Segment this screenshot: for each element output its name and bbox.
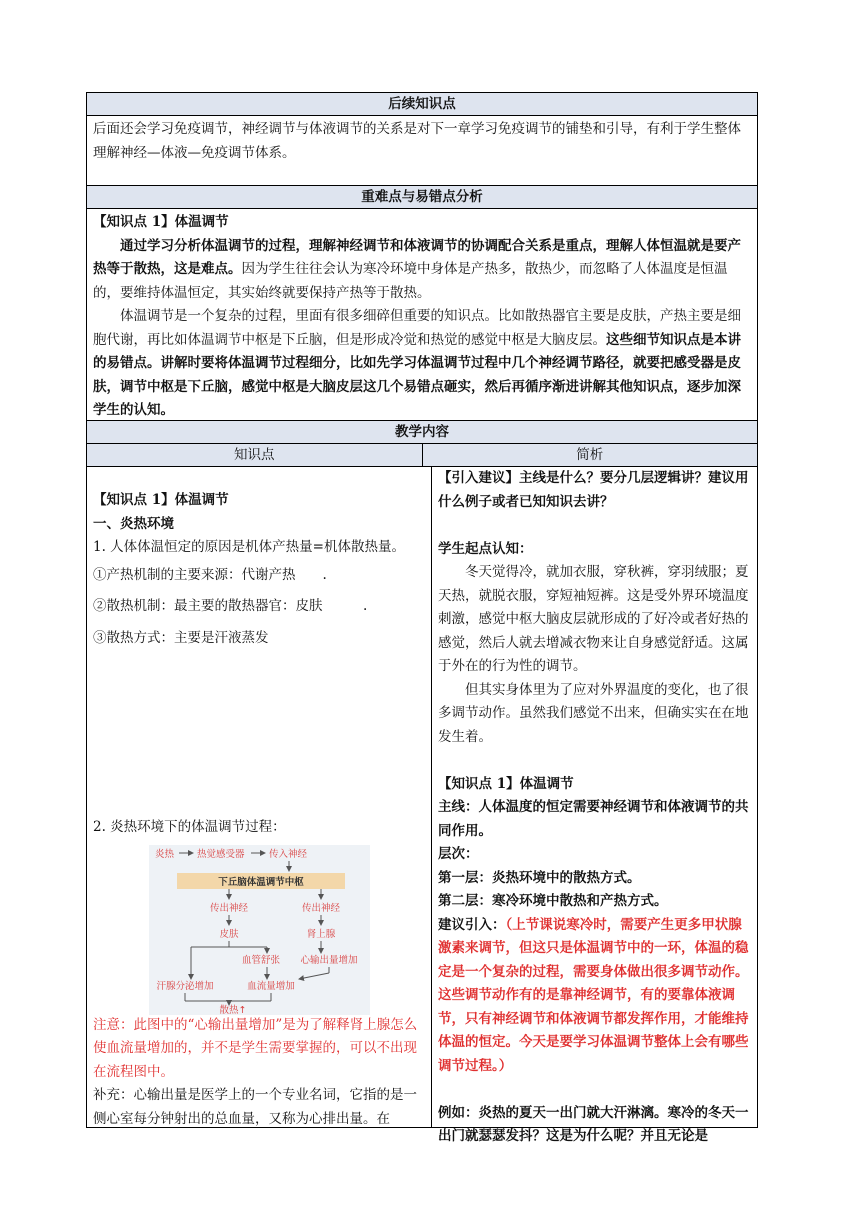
flow-node-receptor: 热觉感受器 — [197, 849, 245, 860]
right-start-label: 学生起点认知： — [438, 540, 533, 557]
thermoregulation-flowchart — [149, 845, 370, 1015]
flow-node-efferent-2: 传出神经 — [301, 903, 341, 914]
left-line-5: 2. 炎热环境下的体温调节过程： — [93, 819, 286, 835]
right-levels: 层次： — [438, 846, 479, 862]
left-line-4: ③散热方式：主要是汗液蒸发 — [93, 629, 269, 646]
right-example: 例如：炎热的夏天一出门就大汗淋漓。寒冷的冬天一出门就瑟瑟发抖？这是为什么呢？并且无论是 — [438, 1104, 749, 1144]
followup-text: 后面还会学习免疫调节，神经调节与体液调节的关系是对下一章学习免疫调节的铺垫和引导，有利于学生整体理解神经—体液—免疫调节体系。 — [93, 121, 741, 161]
teaching-col-headers — [87, 444, 757, 467]
difficulty-kp: 【知识点 1】体温调节 — [93, 214, 229, 230]
lesson-table — [86, 92, 758, 1144]
right-para-1: 冬天觉得冷，就加衣服，穿秋裤，穿羽绒服；夏天热，就脱衣服，穿短袖短裤。这是受外界环境温度刺激，感觉中枢大脑皮层就形成的了好冷或者好热的感觉，然后人就去增减衣物来让自身感觉舒适。这属于外在的行为性的调节。 — [438, 564, 749, 674]
flow-node-sweat: 汗腺分泌增加 — [156, 981, 214, 992]
right-para-2: 但其实身体里为了应对外界温度的变化，也了很多调节动作。虽然我们感觉不出来，但确实实在在地发生着。 — [438, 681, 749, 745]
left-kp: 【知识点 1】体温调节 — [93, 492, 229, 508]
right-kp: 【知识点 1】体温调节 — [438, 775, 574, 792]
flow-node-adrenal: 肾上腺 — [306, 929, 336, 940]
flow-node-center: 下丘脑体温调节中枢 — [218, 877, 304, 888]
difficulty-p2-rest: 体温调节是一个复杂的过程，里面有很多细碎但重要的知识点。比如散热器官主要是皮肤，产热主要是细胞代谢，再比如体温调节中枢是下丘脑，但是形成冷觉和热觉的感觉中枢是大脑皮层。 — [93, 308, 741, 348]
flow-node-result: 散热↑ — [219, 1005, 247, 1015]
left-line-3: ②散热机制：最主要的散热器官：皮肤 . — [93, 598, 368, 614]
right-suggest-label: 建议引入： — [438, 916, 506, 933]
flow-node-vasodilation: 血管舒张 — [241, 955, 281, 966]
col-header-knowledge: 知识点 — [87, 444, 423, 467]
flow-node-cardiac-output: 心输出量增加 — [300, 955, 358, 966]
right-level-2: 第二层：寒冷环境中散热和产热方式。 — [438, 893, 668, 909]
right-mainline: 主线：人体温度的恒定需要神经调节和体液调节的共同作用。 — [438, 799, 749, 839]
flow-node-afferent: 传入神经 — [269, 849, 308, 860]
flow-node-efferent-1: 传出神经 — [209, 903, 249, 914]
right-intro: 【引入建议】主线是什么？要分几层逻辑讲？建议用什么例子或者已知知识去讲？ — [438, 470, 749, 510]
difficulty-p1-rest: 因为学生往往会认为寒冷环境中身体是产热多，散热少，而忽略了人体温度是恒温的，要维持体温恒定，其实始终就要保持产热等于散热。 — [93, 261, 728, 301]
difficulty-header: 重难点与易错点分析 — [87, 186, 757, 209]
left-supplement: 补充：心输出量是医学上的一个专业名词，它指的是一侧心室每分钟射出的总血量，又称为心排出量。在 — [93, 1087, 417, 1127]
left-note: 注意：此图中的“心输出量增加”是为了解释肾上腺怎么使血流量增加的，并不是学生需要掌握的，可以不出现在流程图中。 — [93, 1016, 418, 1080]
followup-header: 后续知识点 — [87, 93, 757, 116]
left-line-2: ①产热机制的主要来源：代谢产热 . — [93, 566, 327, 583]
right-level-1: 第一层：炎热环境中的散热方式。 — [438, 869, 641, 886]
right-suggest-text: （上节课说寒冷时，需要产生更多甲状腺激素来调节，但这只是体温调节中的一环，体温的稳定是一个复杂的过程，需要身体做出很多调节动作。这些调节动作有的是靠神经调节，有的要靠体液调节，只有神经调节和体液调节都发挥作用，才能维持体温的恒定。今天是要学习体温调节整体上会有哪些调节过程。） — [438, 916, 749, 1074]
followup-body — [87, 116, 757, 186]
difficulty-body — [87, 209, 757, 421]
flow-node-skin: 皮肤 — [219, 929, 239, 940]
knowledge-column — [87, 467, 432, 1127]
left-heading-hot: 一、炎热环境 — [93, 515, 174, 532]
difficulty-p2-bold: 这些细节知识点是本讲的易错点。讲解时要将体温调节过程细分，比如先学习体温调节过程中几个神经调节路径，就要把感受器是皮肤，调节中枢是下丘脑，感觉中枢是大脑皮层这几个易错点砸实，然后再循序渐进讲解其他知识点，逐步加深学生的认知。 — [93, 331, 741, 418]
left-line-1: 1. 人体体温恒定的原因是机体产热量=机体散热量。 — [93, 539, 405, 555]
teaching-header: 教学内容 — [87, 421, 757, 444]
flow-node-blood-flow: 血流量增加 — [247, 981, 295, 992]
col-header-analysis: 简析 — [423, 444, 758, 467]
analysis-column — [432, 467, 757, 1144]
flow-node-heat: 炎热 — [155, 849, 175, 860]
teaching-body — [87, 467, 757, 1144]
difficulty-p1-bold: 通过学习分析体温调节的过程，理解神经调节和体液调节的协调配合关系是重点，理解人体恒温就是要产热等于散热，这是难点。 — [93, 237, 741, 277]
